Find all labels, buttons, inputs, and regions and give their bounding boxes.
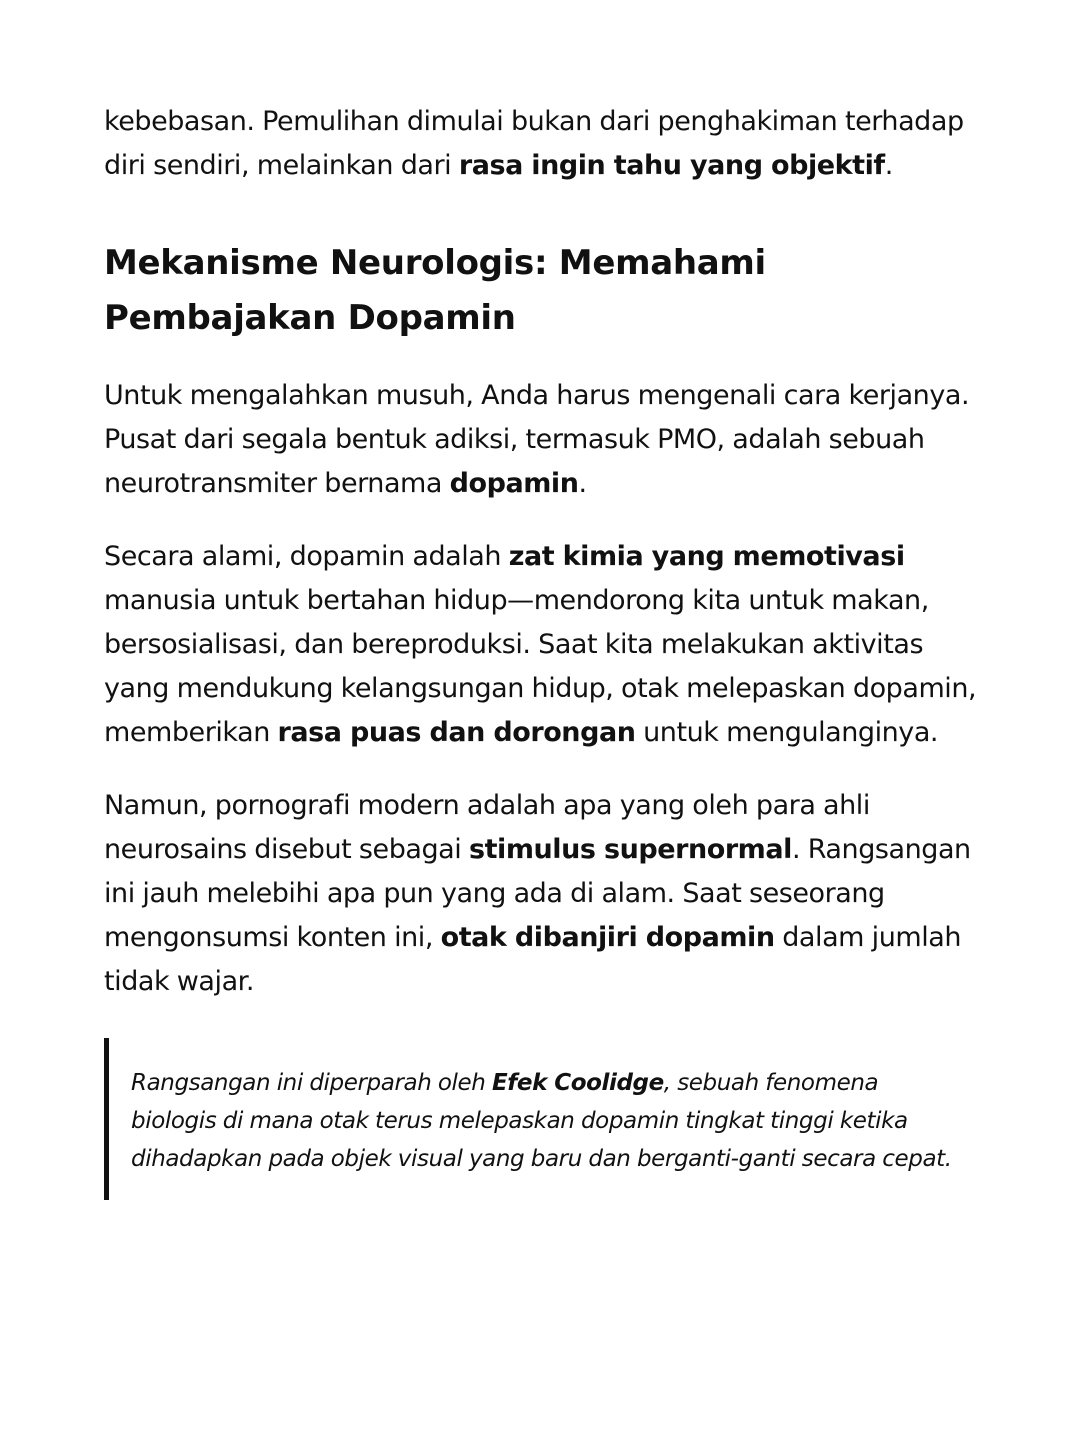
paragraph-2 [104, 535, 984, 755]
intro-text-1: kebebasan. Pemulihan dimulai bukan dari penghakiman terhadap diri sendiri, melainkan dari [104, 106, 964, 181]
paragraph-3-text-2: . Rangsangan ini jauh melebihi apa pun yang ada di alam. Saat seseorang mengonsumsi konten ini, [104, 834, 971, 953]
paragraph-1-text-2: . [578, 468, 587, 499]
paragraph-1-bold-1: dopamin [449, 468, 579, 499]
paragraph-2-text-3: untuk mengulanginya. [635, 717, 939, 748]
paragraph-1 [104, 374, 984, 506]
article-body [104, 100, 984, 1200]
paragraph-3-bold-1: stimulus supernormal [468, 834, 792, 865]
intro-paragraph [104, 100, 984, 188]
paragraph-3-bold-2: otak dibanjiri dopamin [440, 922, 775, 953]
paragraph-3-text-3: dalam jumlah tidak wajar. [104, 922, 962, 997]
intro-bold-phrase: rasa ingin tahu yang objektif [458, 150, 885, 181]
paragraph-3-text-1: Namun, pornografi modern adalah apa yang oleh para ahli neurosains disebut sebagai [104, 790, 870, 865]
section-heading: Mekanisme Neurologis: Memahami Pembajakan Dopamin [104, 243, 766, 338]
quote-text-1: Rangsangan ini diperparah oleh [131, 1070, 492, 1096]
quote-bold-1: Efek Coolidge [492, 1070, 664, 1096]
intro-text-2: . [884, 150, 893, 181]
paragraph-2-text-1: Secara alami, dopamin adalah [104, 541, 509, 572]
paragraph-3 [104, 784, 984, 1004]
paragraph-1-text-1: Untuk mengalahkan musuh, Anda harus mengenali cara kerjanya. Pusat dari segala bentuk adiksi, termasuk PMO, adalah sebuah neurotransmiter bernama [104, 380, 970, 499]
paragraph-2-bold-1: zat kimia yang memotivasi [508, 541, 905, 572]
blockquote [104, 1038, 961, 1200]
paragraph-2-text-2: manusia untuk bertahan hidup—mendorong kita untuk makan, bersosialisasi, dan bereproduksi. Saat kita melakukan aktivitas yang mendukung kelangsungan hidup, otak melepaskan dopamin, memberikan [104, 585, 977, 748]
paragraph-2-bold-2: rasa puas dan dorongan [277, 717, 636, 748]
quote-text [131, 1064, 961, 1178]
quote-text-2: , sebuah fenomena biologis di mana otak terus melepaskan dopamin tingkat tinggi ketika dihadapkan pada objek visual yang baru dan berganti-ganti secara cepat. [131, 1070, 952, 1172]
